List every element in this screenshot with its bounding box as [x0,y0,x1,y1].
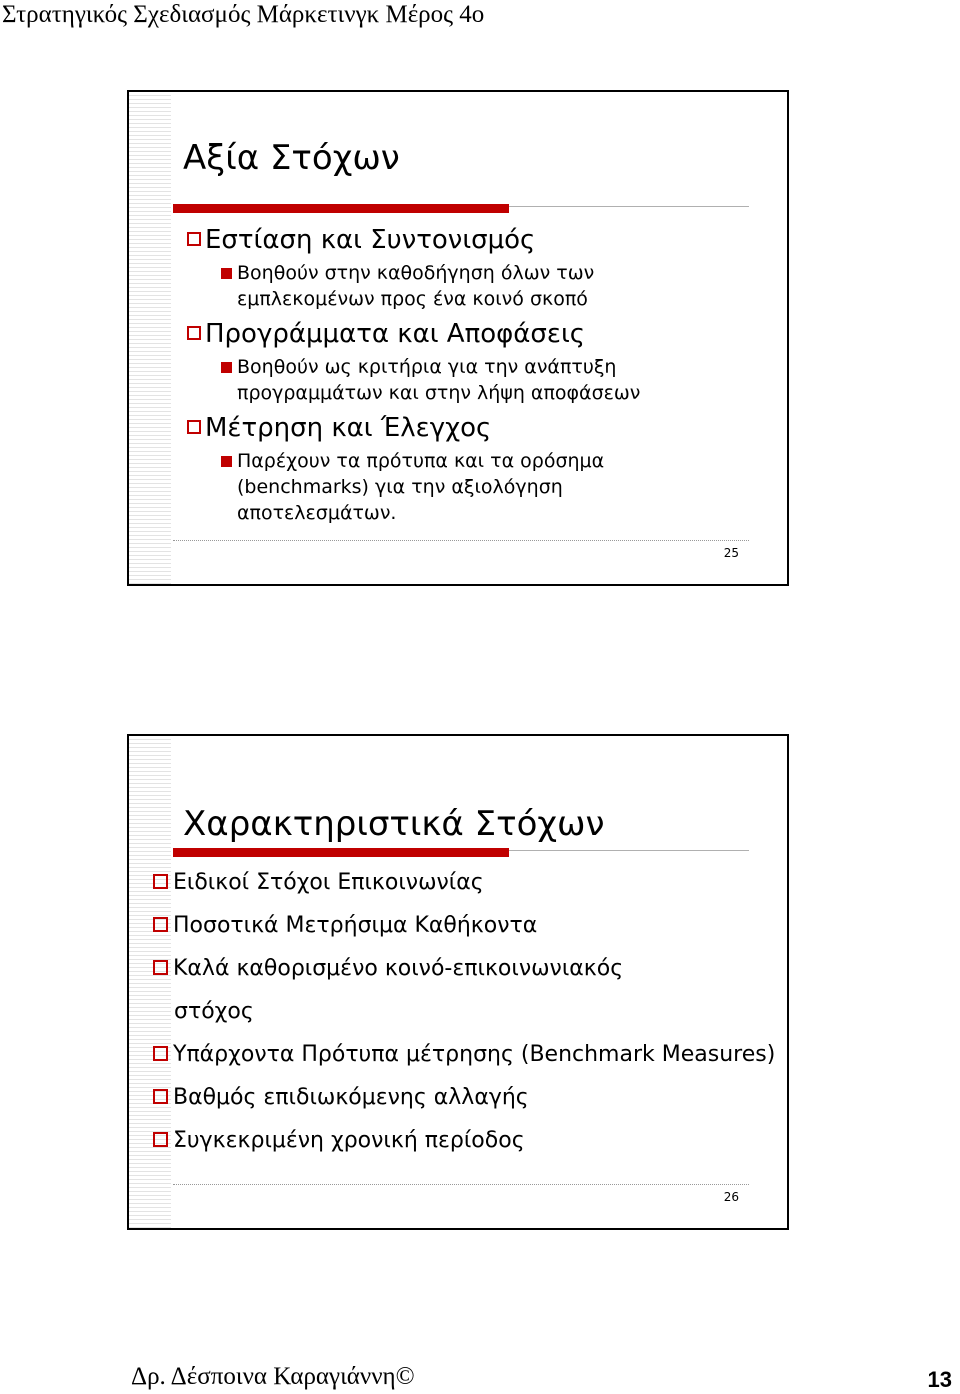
footer-rule [173,540,749,541]
page-footer-author: Δρ. Δέσποινα Καραγιάννη© [131,1363,415,1390]
list-item: Βαθμός επιδιωκόμενης αλλαγής [153,1085,529,1111]
hollow-square-bullet-icon [153,874,168,889]
slide-title: Αξία Στόχων [183,138,400,178]
list-item: Καλά καθορισμένο κοινό-επικοινωνιακός [153,956,623,982]
title-rule-line [509,206,749,207]
sub-bullet: Βοηθούν ως κριτήρια για την ανάπτυξη [221,354,616,380]
hollow-square-bullet-icon [153,1089,168,1104]
hollow-square-bullet-icon [187,326,201,340]
hollow-square-bullet-icon [153,960,168,975]
page-number: 13 [927,1367,952,1392]
bullet-heading: Εστίαση και Συντονισμός [187,225,535,255]
filled-square-bullet-icon [221,362,232,373]
page-header-title: Στρατηγικός Σχεδιασμός Μάρκετινγκ Μέρος 4ο [2,1,485,28]
sub-bullet: Βοηθούν στην καθοδήγηση όλων των [221,260,594,286]
slide-number: 26 [723,1190,739,1204]
slide-26 [127,734,789,1230]
hollow-square-bullet-icon [187,420,201,434]
hollow-square-bullet-icon [153,1132,168,1147]
hollow-square-bullet-icon [153,917,168,932]
hollow-square-bullet-icon [153,1046,168,1061]
hollow-square-bullet-icon [187,232,201,246]
sub-bullet: Παρέχουν τα πρότυπα και τα ορόσημα [221,448,604,474]
title-rule-accent [173,204,509,213]
slide-title: Χαρακτηριστικά Στόχων [183,804,605,844]
sub-bullet-continued: προγραμμάτων και στην λήψη αποφάσεων [237,382,641,404]
list-item: Υπάρχοντα Πρότυπα μέτρησης (Benchmark Measures) [153,1042,775,1068]
filled-square-bullet-icon [221,456,232,467]
bullet-heading: Μέτρηση και Έλεγχος [187,413,491,443]
bullet-heading: Προγράμματα και Αποφάσεις [187,319,585,349]
list-item: Ποσοτικά Μετρήσιμα Καθήκοντα [153,913,537,939]
slide-number: 25 [723,546,739,560]
title-rule-accent [173,848,509,857]
slide-25 [127,90,789,586]
sub-bullet-continued: (benchmarks) για την αξιολόγηση [237,476,563,498]
footer-rule [173,1184,749,1185]
list-item-continued: στόχος [174,999,254,1024]
filled-square-bullet-icon [221,268,232,279]
sub-bullet-continued: εμπλεκομένων προς ένα κοινό σκοπό [237,288,588,310]
title-rule-line [509,850,749,851]
list-item: Ειδικοί Στόχοι Επικοινωνίας [153,870,484,896]
sub-bullet-continued: αποτελεσμάτων. [237,502,397,524]
list-item: Συγκεκριμένη χρονική περίοδος [153,1128,525,1154]
